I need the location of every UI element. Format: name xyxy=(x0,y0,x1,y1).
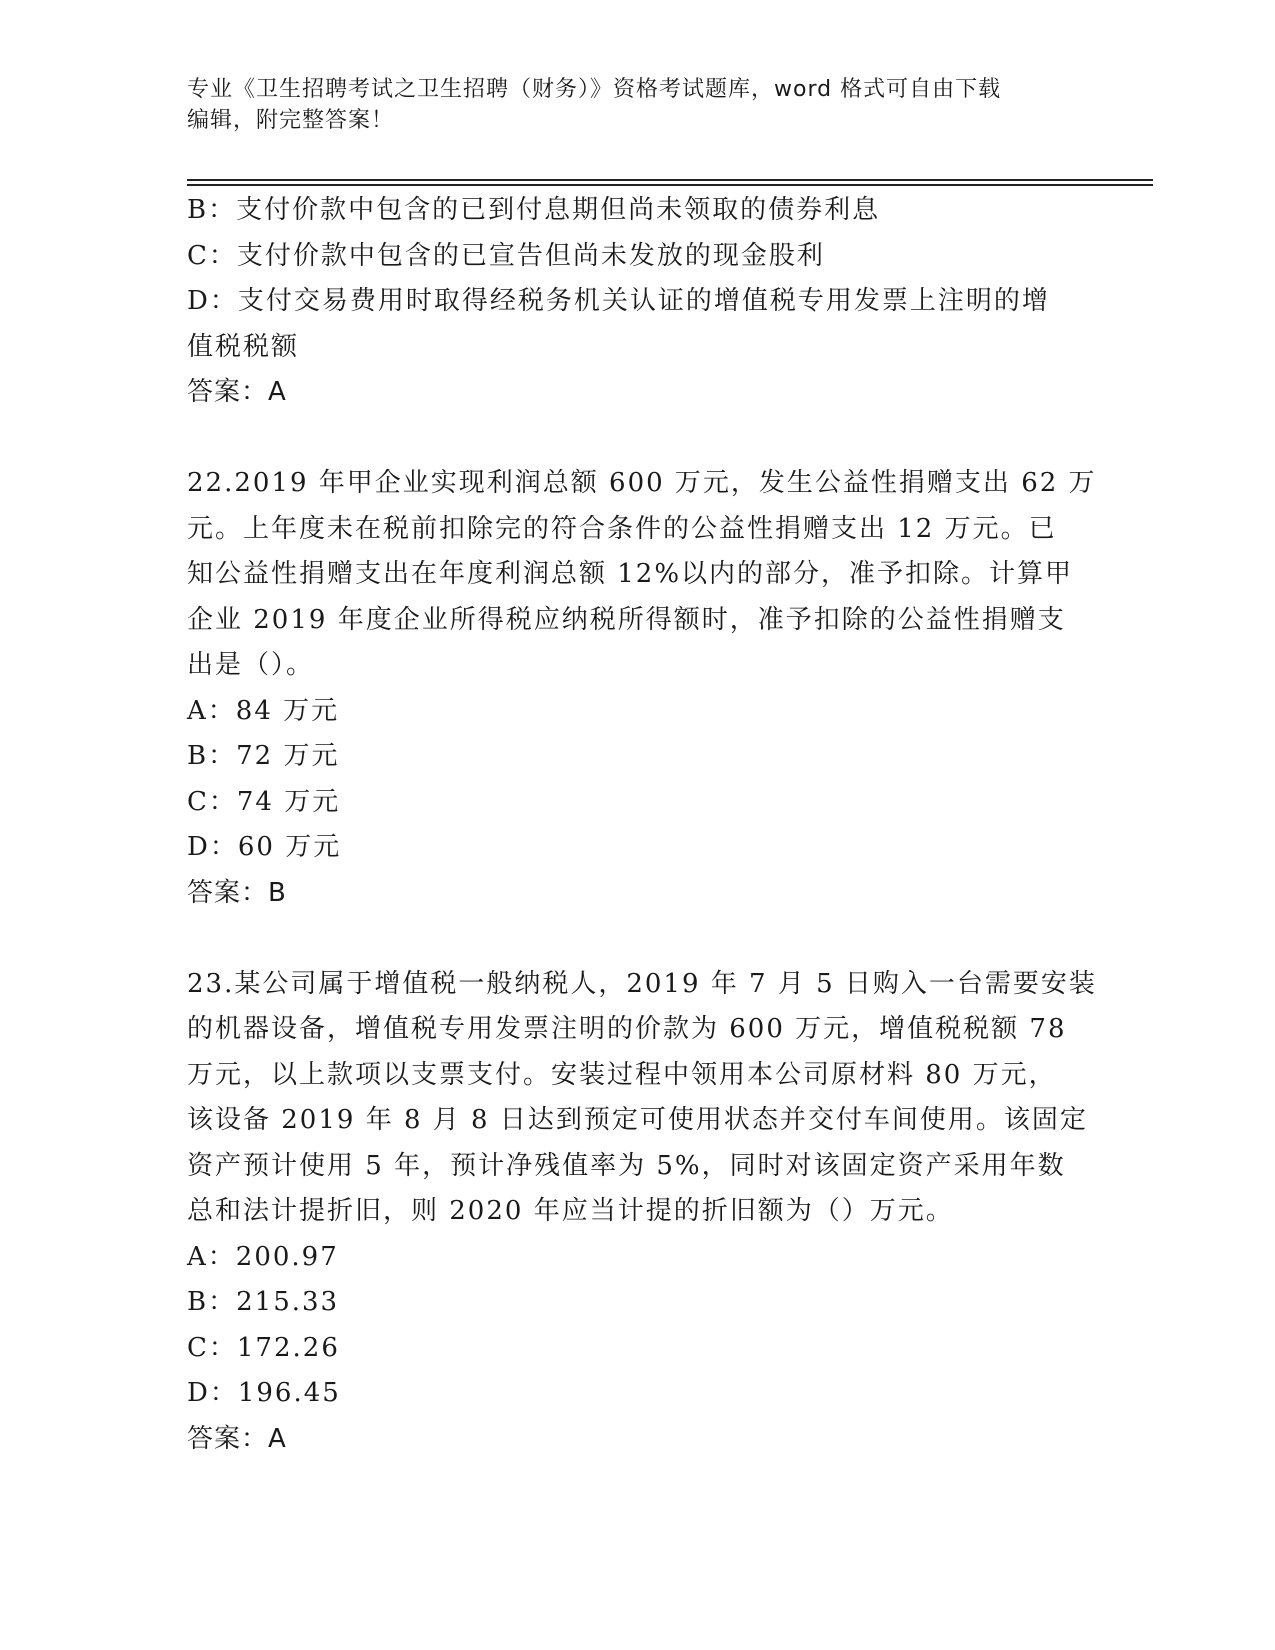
q22-option-b: B：72 万元 xyxy=(187,741,340,771)
q23-option-a: A：200.97 xyxy=(187,1241,339,1272)
q21-option-d-line-1: D：支付交易费用时取得经税务机关认证的增值税专用发票上注明的增 xyxy=(187,286,1050,316)
q22-option-d: D：60 万元 xyxy=(187,832,342,862)
q23-stem-line: 万元，以上款项以支票支付。安装过程中领用本公司原材料 80 万元， xyxy=(187,1059,1057,1090)
header-line-1: 专业《卫生招聘考试之卫生招聘（财务）》资格考试题库，word 格式可自由下载 xyxy=(187,77,1002,102)
question-content xyxy=(187,188,1097,1462)
q22-stem-line: 知公益性捐赠支出在年度利润总额 12%以内的部分，准予扣除。计算甲 xyxy=(187,559,1074,589)
q23-stem-line: 23.某公司属于增值税一般纳税人，2019 年 7 月 5 日购入一台需要安装 xyxy=(187,968,1097,999)
q21-option-c: C：支付价款中包含的已宣告但尚未发放的现金股利 xyxy=(187,240,825,271)
q23-option-b: B：215.33 xyxy=(187,1287,340,1317)
q22-answer: 答案：B xyxy=(187,877,287,908)
q23-stem-line: 该设备 2019 年 8 月 8 日达到预定可使用状态并交付车间使用。该固定 xyxy=(187,1105,1088,1135)
question-21-tail xyxy=(187,188,1087,416)
q21-option-b: B：支付价款中包含的已到付息期但尚未领取的债券利息 xyxy=(187,195,881,225)
q23-stem-line: 的机器设备，增值税专用发票注明的价款为 600 万元，增值税税额 78 xyxy=(187,1014,1067,1044)
q23-answer: 答案：A xyxy=(187,1423,287,1454)
q21-option-d-line-2: 值税税额 xyxy=(187,331,300,362)
spacer xyxy=(187,416,1087,462)
q22-stem-line: 出是（）。 xyxy=(187,650,315,680)
question-22 xyxy=(187,461,1097,916)
q22-option-a: A：84 万元 xyxy=(187,695,340,726)
question-23 xyxy=(187,962,1097,1463)
header-line-2: 编辑，附完整答案！ xyxy=(187,108,395,133)
q21-answer: 答案：A xyxy=(187,377,287,407)
header-divider-bottom xyxy=(187,184,1153,186)
q23-option-c: C：172.26 xyxy=(187,1332,340,1363)
header-divider-top xyxy=(187,179,1153,181)
q22-stem-line: 元。上年度未在税前扣除完的符合条件的公益性捐赠支出 12 万元。已 xyxy=(187,513,1057,544)
q23-stem-line: 总和法计提折旧，则 2020 年应当计提的折旧额为（）万元。 xyxy=(187,1196,954,1226)
q23-option-d: D：196.45 xyxy=(187,1378,341,1408)
q22-stem-line: 22.2019 年甲企业实现利润总额 600 万元，发生公益性捐赠支出 62 万 xyxy=(187,468,1097,498)
spacer xyxy=(187,916,1087,962)
q22-stem-line: 企业 2019 年度企业所得税应纳税所得额时，准予扣除的公益性捐赠支 xyxy=(187,604,1066,635)
q23-stem-line: 资产预计使用 5 年，预计净残值率为 5%，同时对该固定资产采用年数 xyxy=(187,1150,1066,1181)
document-header xyxy=(187,74,1067,136)
q22-option-c: C：74 万元 xyxy=(187,786,341,817)
